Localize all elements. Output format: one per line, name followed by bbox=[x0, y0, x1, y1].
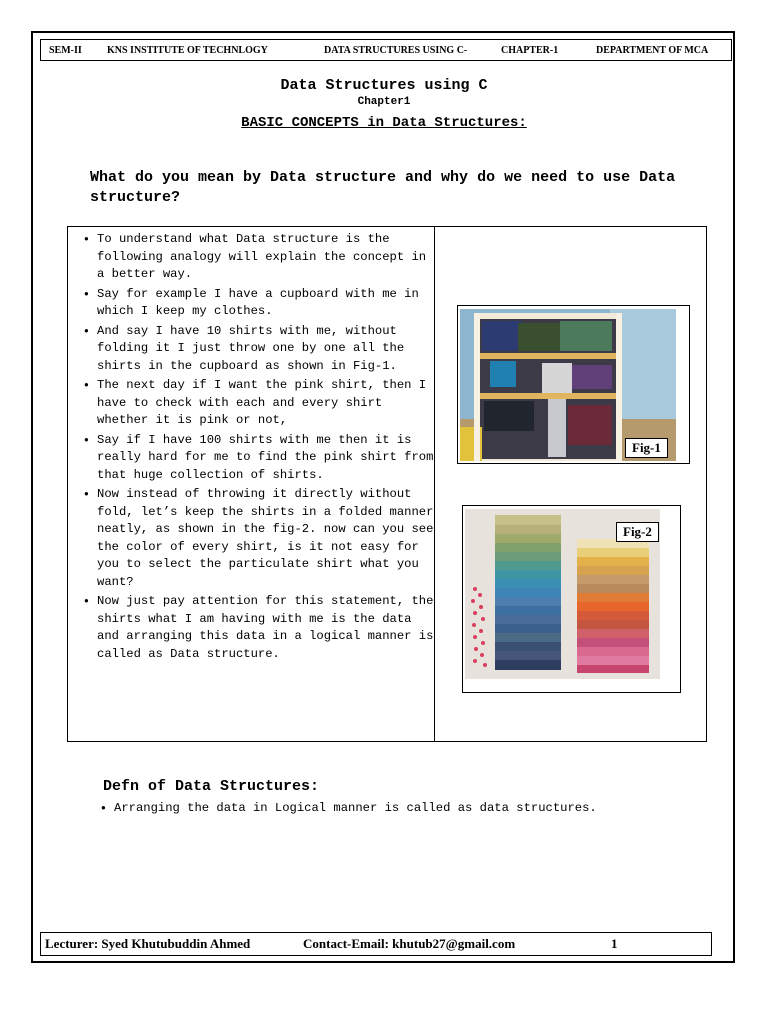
list-item: ● Now instead of throwing it directly without fold, let’s keep the shirts in a folded manner neatly, as shown in the fig-2. now can you see the color of every shirt, is it not easy for you to select the particulate shirt what you want? bbox=[84, 486, 434, 591]
list-item: ● Say for example I have a cupboard with me in which I keep my clothes. bbox=[84, 286, 434, 321]
list-item: ● The next day if I want the pink shirt, then I have to check with each and every shirt whether it is pink or not, bbox=[84, 377, 434, 430]
list-item: ● Now just pay attention for this statement, the shirts what I am having with me is the data and arranging this data in a logical manner is called as Data structure. bbox=[84, 593, 434, 663]
footer-lecturer: Lecturer: Syed Khutubuddin Ahmed bbox=[45, 936, 251, 951]
fig-1-label: Fig-1 bbox=[625, 438, 668, 458]
header-department: DEPARTMENT OF MCA bbox=[596, 44, 709, 56]
table-divider bbox=[434, 226, 435, 742]
section-title: BASIC CONCEPTS in Data Structures: bbox=[241, 115, 527, 131]
page-header bbox=[40, 39, 732, 61]
chapter-label: Chapter1 bbox=[357, 96, 411, 108]
header-sem: SEM-II bbox=[49, 44, 82, 56]
list-item: ● Say if I have 100 shirts with me then it is really hard for me to find the pink shirt from that huge collection of shirts. bbox=[84, 432, 434, 485]
figure-2-folded-shirts bbox=[462, 505, 681, 693]
analogy-list bbox=[84, 231, 434, 665]
header-institute: KNS INSTITUTE OF TECHNLOGY bbox=[107, 44, 268, 56]
list-item: ● And say I have 10 shirts with me, without folding it I just throw one by one all the shirts in the cupboard as shown in Fig-1. bbox=[84, 323, 434, 376]
header-subject: DATA STRUCTURES USING C- bbox=[324, 44, 468, 56]
question-heading: What do you mean by Data structure and why do we need to use Data structure? bbox=[90, 169, 676, 206]
fig-2-label: Fig-2 bbox=[616, 522, 659, 542]
footer-contact-email: Contact-Email: khutub27@gmail.com bbox=[303, 936, 516, 951]
document-title: Data Structures using C bbox=[280, 77, 488, 94]
list-item: ● To understand what Data structure is the following analogy will explain the concept in a better way. bbox=[84, 231, 434, 284]
figure-1-messy-cupboard bbox=[457, 305, 690, 464]
definition-list bbox=[101, 800, 661, 817]
page-footer bbox=[40, 932, 712, 956]
footer-page-number: 1 bbox=[611, 936, 618, 951]
definition-heading: Defn of Data Structures: bbox=[103, 778, 320, 795]
header-chapter: CHAPTER-1 bbox=[501, 44, 559, 56]
list-item: ● Arranging the data in Logical manner is called as data structures. bbox=[101, 800, 661, 817]
